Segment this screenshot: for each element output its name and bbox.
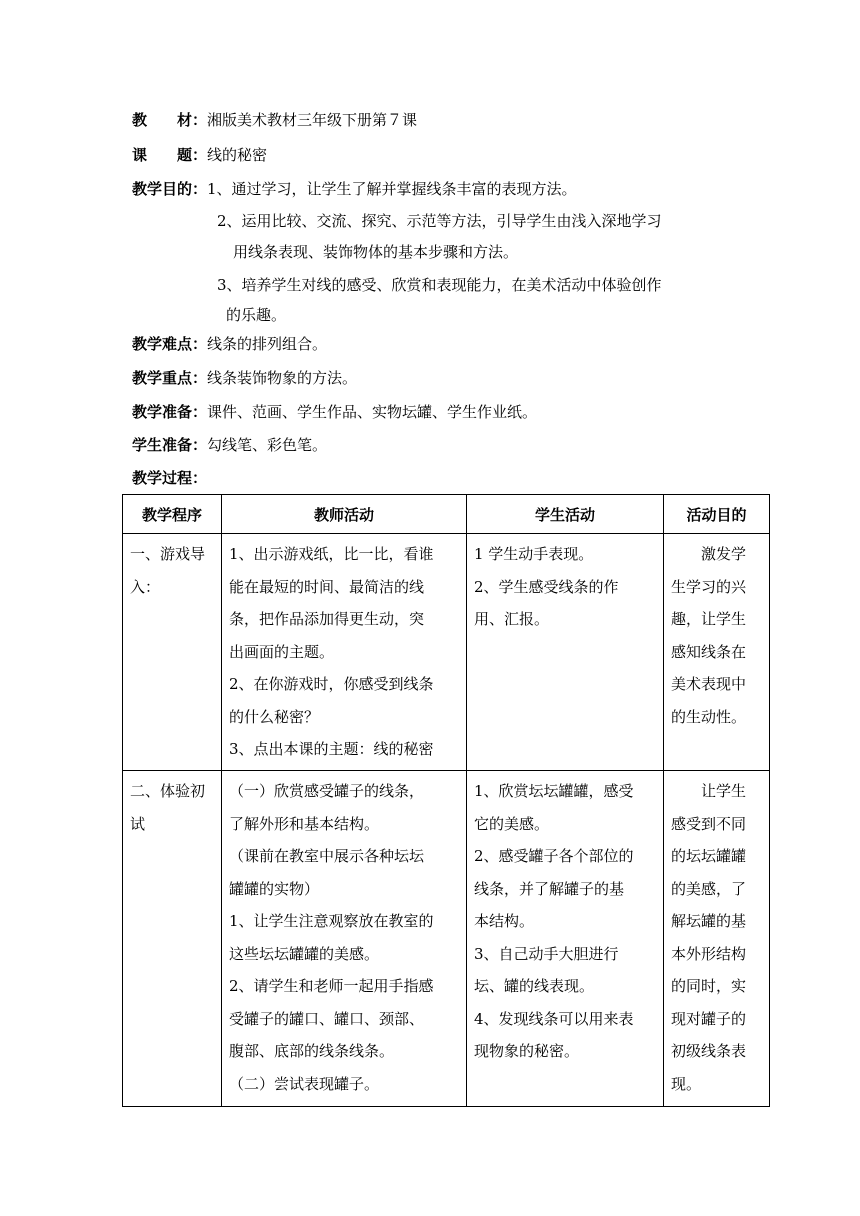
cell-line: 本结构。 [474, 912, 535, 930]
difficulty-value: 线条的排列组合。 [207, 335, 328, 353]
cell-line: （课前在教室中展示各种坛坛 [229, 847, 425, 865]
purpose-cell [664, 534, 770, 771]
cell-line: 2、请学生和老师一起用手指感 [229, 977, 434, 995]
table-header-row [123, 495, 770, 534]
teacher-cell [222, 771, 467, 1107]
teacher-cell [222, 534, 467, 771]
topic-value: 线的秘密 [207, 146, 268, 164]
cell-line: 美术表现中 [671, 675, 747, 693]
cell-line: 二、体验初 [130, 782, 206, 800]
cell-line: 条，把作品添加得更生动，突 [229, 610, 425, 628]
cell-line: 现对罐子的 [671, 1009, 747, 1028]
cell-line: 用、汇报。 [474, 610, 550, 628]
cell-line: 1、出示游戏纸，比一比，看谁 [229, 545, 434, 563]
goal-2-line-2: 用线条表现、装饰物体的基本步骤和方法。 [233, 243, 519, 261]
cell-line: 4、发现线条可以用来表 [474, 1009, 634, 1028]
student-cell [467, 771, 664, 1107]
cell-line: 本外形结构 [671, 944, 747, 963]
cell-line: 能在最短的时间、最简洁的线 [229, 577, 425, 596]
cell-line: 1、欣赏坛坛罐罐，感受 [474, 782, 634, 800]
cell-line: 的什么秘密？ [229, 707, 320, 726]
student-prep-line [132, 435, 327, 455]
header-teacher: 教师活动 [222, 495, 467, 534]
table-row [123, 534, 770, 771]
difficulty-label: 教学难点： [132, 335, 208, 353]
cell-line: 激发学 [671, 545, 747, 563]
cell-line: 趣，让学生 [671, 610, 747, 628]
cell-line: （二）尝试表现罐子。 [229, 1074, 380, 1093]
prep-line [132, 402, 537, 422]
goal-1: 1、通过学习，让学生了解并掌握线条丰富的表现方法。 [207, 180, 577, 198]
key-line [132, 368, 357, 388]
cell-line: 罐罐的实物） [229, 879, 320, 898]
cell-line: 感知线条在 [671, 642, 747, 661]
prep-value: 课件、范画、学生作品、实物坛罐、学生作业纸。 [207, 403, 538, 421]
cell-line: 坛、罐的线表现。 [474, 977, 595, 995]
material-value: 湘版美术教材三年级下册第７课 [207, 111, 418, 129]
goals-line [132, 179, 577, 199]
table-row [123, 771, 770, 1107]
cell-line: 2、在你游戏时，你感受到线条 [229, 675, 434, 693]
goal-3-line-2: 的乐趣。 [226, 306, 287, 324]
step-cell [123, 534, 222, 771]
cell-line: 一、游戏导 [130, 545, 206, 563]
header-purpose: 活动目的 [664, 495, 770, 534]
cell-line: 这些坛坛罐罐的美感。 [229, 944, 380, 963]
goals-label: 教学目的： [132, 180, 208, 198]
cell-line: 受罐子的罐口、罐口、颈部、 [229, 1009, 425, 1028]
material-label: 教 材： [132, 111, 208, 129]
cell-line: 1 学生动手表现。 [474, 545, 594, 563]
material-line [132, 110, 417, 130]
process-label: 教学过程： [132, 469, 208, 487]
cell-line: 的坛坛罐罐 [671, 847, 747, 865]
cell-line: 3、点出本课的主题：线的秘密 [229, 740, 434, 758]
step-cell [123, 771, 222, 1107]
goal-3-line-1: 3、培养学生对线的感受、欣赏和表现能力，在美术活动中体验创作 [217, 276, 662, 294]
cell-line: 感受到不同 [671, 814, 747, 833]
cell-line: 生学习的兴 [671, 577, 747, 596]
difficulty-line [132, 334, 327, 354]
key-label: 教学重点： [132, 369, 208, 387]
goal-2-line-1: 2、运用比较、交流、探究、示范等方法，引导学生由浅入深地学习 [217, 212, 662, 230]
cell-line: 它的美感。 [474, 814, 550, 833]
cell-line: 出画面的主题。 [229, 642, 335, 661]
cell-line: 2、学生感受线条的作 [474, 577, 619, 596]
cell-line: 入： [130, 577, 161, 596]
cell-line: 的同时，实 [671, 977, 747, 995]
student-cell [467, 534, 664, 771]
cell-line: 的美感，了 [671, 879, 747, 898]
cell-line: 解坛罐的基 [671, 912, 747, 930]
cell-line: 的生动性。 [671, 707, 747, 726]
topic-line [132, 145, 267, 165]
cell-line: 初级线条表 [671, 1042, 747, 1060]
student-prep-label: 学生准备： [132, 436, 208, 454]
lesson-table [122, 494, 770, 1107]
cell-line: 现。 [671, 1074, 702, 1093]
cell-line: 3、自己动手大胆进行 [474, 944, 619, 963]
cell-line: 腹部、底部的线条线条。 [229, 1042, 395, 1060]
cell-line: （一）欣赏感受罐子的线条， [229, 782, 425, 800]
topic-label: 课 题： [132, 146, 208, 164]
cell-line: 试 [130, 814, 146, 833]
cell-line: 1、让学生注意观察放在教室的 [229, 912, 434, 930]
key-value: 线条装饰物象的方法。 [207, 369, 358, 387]
prep-label: 教学准备： [132, 403, 208, 421]
cell-line: 2、感受罐子各个部位的 [474, 847, 634, 865]
cell-line: 让学生 [671, 782, 747, 800]
header-student: 学生活动 [467, 495, 664, 534]
cell-line: 线条，并了解罐子的基 [474, 879, 625, 898]
cell-line: 了解外形和基本结构。 [229, 814, 380, 833]
process-line [132, 468, 207, 488]
cell-line: 现物象的秘密。 [474, 1042, 580, 1060]
header-step: 教学程序 [123, 495, 222, 534]
student-prep-value: 勾线笔、彩色笔。 [207, 436, 328, 454]
purpose-cell [664, 771, 770, 1107]
